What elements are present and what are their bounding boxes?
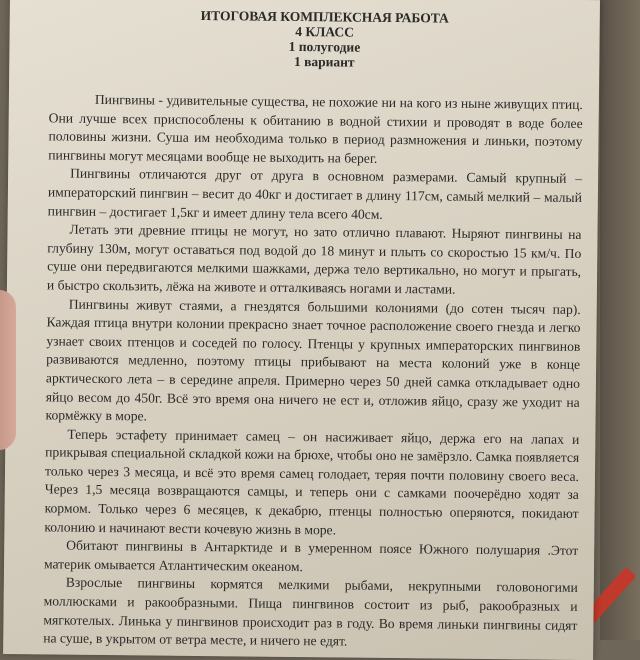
variant-label: 1 вариант [293,53,355,70]
grade-label: 4 КЛАСС [295,23,354,40]
paragraph: Пингвины отличаются друг от друга в основном размерами. Самый крупный – императорский пингвин – весит до 40кг и достигает в длину 117см, самый мелкий – малый пингвин – достигает 1,5кг и имеет длину тела всего 40см. [47,166,583,222]
term-label: 1 полугодие [288,38,361,55]
paragraph: Взрослые пингвины кормятся мелкими рыбами, некрупными головоногими моллюсками и ракообразными. Пища пингвинов состоит из рыб, ракообразных и мягкотелых. Линька у пингвинов происходит раз в году. Во время линьки пингвины сидят на суше, в укрытом от ветра месте, и ничего не едят. [43,575,578,649]
paragraph: Пингвины живут стаями, а гнездятся большими колониями (до сотен тысяч пар). Каждая птица внутри колонии прекрасно знает точное расположение своего гнезда и легко узнает своих птенцов и соседей по голосу. Птенцы у крупных императорских пингвинов развиваются медленно, поэтому птицы прибывают на места колоний уже в конце арктического лета – в середине апреля. Примерно через 50 дней самка откладывает одно яйцо весом до 450г. Всё это время она ничего не ест и, отложив яйцо, сразу же уходит на кормёжку в море. [45,296,581,424]
worksheet-title: ИТОГОВАЯ КОМПЛЕКСНАЯ РАБОТА [200,7,449,26]
paragraph: Теперь эстафету принимает самец – он насиживает яйцо, держа его на лапах и прикрывая специальной складкой кожи на брюхе, чтобы оно не замёрзло. Самка появляется только через 3 месяца, и всё это время самец голодает, теряя почти половину своего веса. Через 1,5 месяца возвращаются самцы, и теперь они с самками поочерёдно ходят за кормом. Только через 6 месяцев, к декабрю, птенцы полностью оперяются, покидают колонию и начинают вести кочевую жизнь в море. [44,426,580,538]
paper-sheet [3,0,600,660]
worksheet-text [43,90,583,653]
paragraph: Обитают пингвины в Антарктиде и в умеренном поясе Южного полушария .Этот материк омывается Атлантическим океаном. [43,537,579,574]
worksheet-header [9,6,600,72]
paragraph: Летать эти древние птицы не могут, но зато отлично плавают. Ныряют пингвины на глубину 130м, могут оставаться под водой до 18 минут и плыть со скоростью 15 км/ч. По суше они передвигаются мелкими шажками, держа тело вертикально, но могут и прыгать, и быстро скользить, лёжа на животе и отталкиваясь ногами и ластами. [46,221,582,297]
background-desk [600,0,640,640]
paragraph: Пингвины - удивительные существа, не похожие ни на кого из ныне живущих птиц. Они лучше всех приспособлены к обитанию в водной стихии и проводят в воде более половины жизни. Суша им необходима только в период размножения и линьки, поэтому пингвины могут месяцами вообще не выходить на берег. [48,91,583,166]
finger [0,290,16,450]
